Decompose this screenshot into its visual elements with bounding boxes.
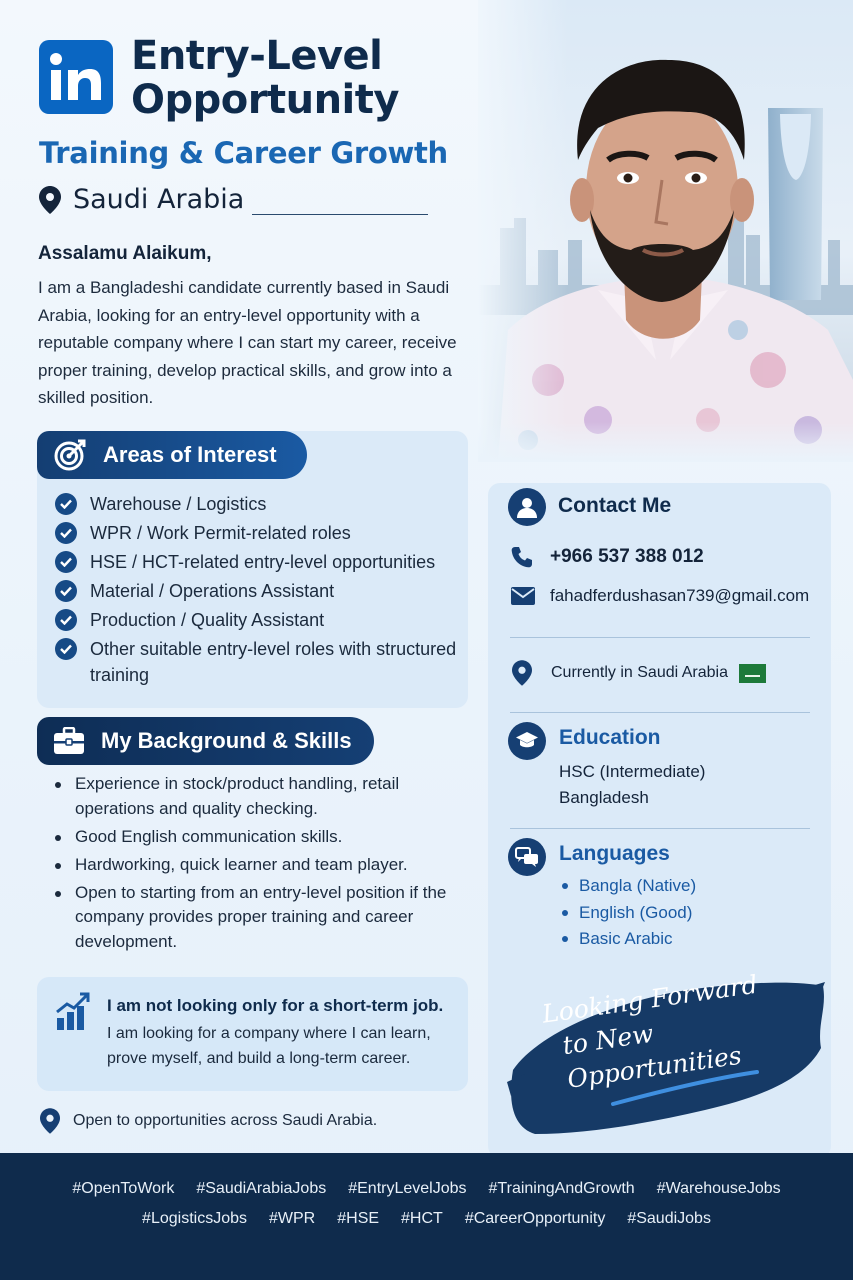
hashtag[interactable]: #SaudiJobs (627, 1210, 711, 1227)
page-title (131, 34, 451, 122)
skill-text: Good English communication skills. (75, 826, 343, 846)
interest-text: Other suitable entry-level roles with structured training (90, 639, 457, 685)
interest-text: HSE / HCT-related entry-level opportunities (90, 552, 436, 572)
divider (510, 712, 810, 713)
list-item (55, 491, 460, 517)
intro-paragraph: I am a Bangladeshi candidate currently based in Saudi Arabia, looking for an entry-level opportunity with a reputable company where I can start my career, receive proper training, develop practical skills, and grow into a skilled position. (38, 278, 457, 407)
email-address[interactable]: fahadferdushasan739@gmail.com (550, 586, 810, 605)
skills-header (37, 717, 374, 765)
languages-title: Languages (559, 842, 670, 865)
envelope-icon (510, 586, 536, 606)
check-circle-icon (55, 580, 77, 602)
current-location-row (512, 660, 766, 686)
photo-fade-left (478, 0, 568, 462)
list-item (55, 549, 460, 575)
open-note-text: Open to opportunities across Saudi Arabia. (73, 1112, 378, 1129)
location-text: Saudi Arabia (73, 184, 245, 215)
interest-text: Material / Operations Assistant (90, 581, 335, 601)
briefcase-icon (53, 727, 85, 755)
interest-text: Warehouse / Logistics (90, 494, 267, 514)
interests-header (37, 431, 307, 479)
title-line-2: Opportunity (131, 77, 399, 123)
banner-line-1: Looking Forward (540, 969, 760, 1029)
header-location (39, 184, 244, 215)
list-item (55, 881, 455, 955)
title-line-1: Entry-Level (131, 33, 383, 79)
list-item (55, 607, 460, 633)
check-circle-icon (55, 522, 77, 544)
interests-list (55, 491, 460, 691)
phone-row (510, 545, 704, 569)
candidate-photo (478, 0, 853, 462)
callout-title: I am not looking only for a short-term job. (107, 996, 444, 1015)
interests-title: Areas of Interest (103, 442, 277, 467)
phone-icon (510, 545, 534, 569)
skill-text: Hardworking, quick learner and team player. (75, 854, 408, 874)
list-item (55, 825, 455, 850)
list-item (55, 578, 460, 604)
skills-list (55, 772, 455, 958)
education-title: Education (559, 726, 661, 749)
hashtags-row-2 (0, 1210, 853, 1228)
chat-bubbles-icon (508, 838, 546, 876)
phone-number[interactable]: +966 537 388 012 (550, 546, 704, 567)
list-item (562, 926, 696, 953)
current-location-text: Currently in Saudi Arabia (551, 664, 728, 681)
hashtag[interactable]: #EntryLevelJobs (348, 1180, 467, 1197)
linkedin-logo-icon (39, 40, 113, 114)
hashtag[interactable]: #SaudiArabiaJobs (196, 1180, 327, 1197)
language-text: Bangla (Native) (579, 876, 697, 895)
interest-text: WPR / Work Permit-related roles (90, 523, 351, 543)
list-item (55, 772, 455, 821)
education-details (559, 759, 705, 810)
language-text: English (Good) (579, 902, 693, 922)
check-circle-icon (55, 609, 77, 631)
list-item (562, 900, 696, 927)
callout-body: I am looking for a company where I can learn, prove myself, and build a long-term career. (107, 1025, 431, 1067)
languages-list (562, 873, 696, 953)
target-icon (53, 438, 87, 472)
interest-text: Production / Quality Assistant (90, 610, 325, 630)
banner-line-2: to New Opportunities (560, 1018, 744, 1094)
greeting: Assalamu Alaikum, (38, 243, 212, 264)
saudi-flag-icon (739, 664, 766, 683)
hashtag[interactable]: #WarehouseJobs (656, 1180, 781, 1197)
skill-text: Open to starting from an entry-level position if the company provides proper training and career development. (75, 882, 447, 951)
contact-title: Contact Me (558, 494, 672, 517)
divider (510, 828, 810, 829)
bar-chart-growth-icon (55, 992, 91, 1032)
education-country: Bangladesh (559, 787, 649, 807)
email-row (510, 586, 809, 606)
hashtag[interactable]: #HSE (337, 1210, 380, 1227)
skill-text: Experience in stock/product handling, retail operations and quality checking. (75, 774, 400, 818)
graduation-cap-icon (508, 722, 546, 760)
check-circle-icon (55, 551, 77, 573)
hashtag[interactable]: #OpenToWork (72, 1180, 175, 1197)
hashtag[interactable]: #TrainingAndGrowth (488, 1180, 635, 1197)
hashtag[interactable]: #LogisticsJobs (142, 1210, 247, 1227)
hashtag[interactable]: #WPR (269, 1210, 316, 1227)
list-item (55, 520, 460, 546)
map-pin-icon (40, 1108, 60, 1134)
page-subtitle: Training & Career Growth (39, 136, 448, 170)
photo-fade-bottom (478, 422, 853, 462)
list-item (562, 873, 696, 900)
location-underline (252, 214, 428, 215)
list-item (55, 636, 460, 688)
list-item (55, 853, 455, 878)
map-pin-icon (39, 186, 61, 214)
language-text: Basic Arabic (579, 929, 673, 948)
user-icon (508, 488, 546, 526)
hashtags-row-1 (0, 1180, 853, 1198)
skills-title: My Background & Skills (101, 728, 352, 753)
divider (510, 637, 810, 638)
map-pin-icon (512, 660, 532, 686)
open-note (40, 1108, 377, 1134)
hashtag[interactable]: #HCT (401, 1210, 443, 1227)
education-degree: HSC (Intermediate) (559, 762, 706, 781)
check-circle-icon (55, 493, 77, 515)
check-circle-icon (55, 638, 77, 660)
hashtag[interactable]: #CareerOpportunity (464, 1210, 606, 1227)
